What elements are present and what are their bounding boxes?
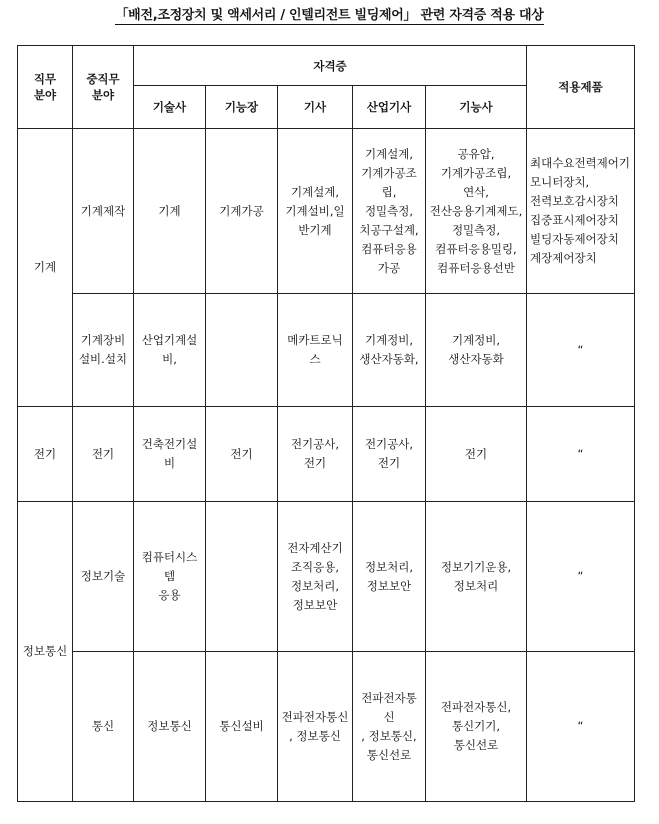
- engineer-cell: 전자계산기 조직응용, 정보처리, 정보보안: [278, 502, 353, 652]
- table-row: [18, 294, 635, 407]
- sub-field-cell: 정보기술: [73, 502, 134, 652]
- craftsman-cell: 전기: [426, 407, 527, 502]
- engineer-cell: 기계설계, 기계설비,일 반기계: [278, 129, 353, 294]
- header-job-field: 직무 분야: [18, 46, 73, 129]
- master-craftsman-cell: 통신설비: [206, 652, 278, 802]
- table-row: [18, 652, 635, 802]
- engineer-pe-cell: 컴퓨터시스템 응용: [134, 502, 206, 652]
- engineer-pe-cell: 산업기계설비,: [134, 294, 206, 407]
- group-info-comm: 정보통신: [18, 502, 73, 802]
- master-craftsman-cell: 전기: [206, 407, 278, 502]
- products-cell: 최대수요전력제어기 모니터장치, 전력보호감시장치 집중표시제어장치 빌딩자동제어장치 계장제어장치: [527, 129, 635, 294]
- master-craftsman-cell: 기계가공: [206, 129, 278, 294]
- sub-field-cell: 기계장비 설비.설치: [73, 294, 134, 407]
- products-cell: “: [527, 407, 635, 502]
- craftsman-cell: 정보기기운용, 정보처리: [426, 502, 527, 652]
- industrial-engineer-cell: 전기공사, 전기: [353, 407, 426, 502]
- products-cell: “: [527, 294, 635, 407]
- document-title: 「배전,조정장치 및 액세서리 / 인텔리전트 빌딩제어」 관련 자격증 적용 대상: [115, 8, 544, 23]
- table-row: [18, 129, 635, 294]
- header-applicable-products: 적용제품: [527, 46, 635, 129]
- craftsman-cell: 기계정비, 생산자동화: [426, 294, 527, 407]
- engineer-pe-cell: 정보통신: [134, 652, 206, 802]
- sub-field-cell: 통신: [73, 652, 134, 802]
- certificate-table: [17, 45, 635, 802]
- engineer-cell: 메카트로닉 스: [278, 294, 353, 407]
- sub-field-cell: 전기: [73, 407, 134, 502]
- engineer-cell: 전기공사, 전기: [278, 407, 353, 502]
- table-row: [18, 502, 635, 652]
- header-sub-field: 중직무 분야: [73, 46, 134, 129]
- header-industrial-engineer: 산업기사: [353, 86, 426, 129]
- engineer-pe-cell: 기계: [134, 129, 206, 294]
- industrial-engineer-cell: 기계설계, 기계가공조립, 정밀측정, 치공구설계, 컴퓨터응용 가공: [353, 129, 426, 294]
- header-craftsman: 기능사: [426, 86, 527, 129]
- header-engineer-pe: 기술사: [134, 86, 206, 129]
- engineer-pe-cell: 건축전기설 비: [134, 407, 206, 502]
- master-craftsman-cell: [206, 294, 278, 407]
- header-row-1: [18, 46, 635, 86]
- master-craftsman-cell: [206, 502, 278, 652]
- industrial-engineer-cell: 기계정비, 생산자동화,: [353, 294, 426, 407]
- group-electrical: 전기: [18, 407, 73, 502]
- industrial-engineer-cell: 전파전자통신 , 정보통신, 통신선로: [353, 652, 426, 802]
- group-mechanical: 기계: [18, 129, 73, 407]
- industrial-engineer-cell: 정보처리, 정보보안: [353, 502, 426, 652]
- craftsman-cell: 공유압, 기계가공조립, 연삭, 전산응용기계제도, 정밀측정, 컴퓨터응용밀링, 컴퓨터응용선반: [426, 129, 527, 294]
- craftsman-cell: 전파전자통신, 통신기기, 통신선로: [426, 652, 527, 802]
- products-cell: “: [527, 652, 635, 802]
- products-cell: “: [527, 502, 635, 652]
- table-row: [18, 407, 635, 502]
- header-master-craftsman: 기능장: [206, 86, 278, 129]
- sub-field-cell: 기계제작: [73, 129, 134, 294]
- engineer-cell: 전파전자통신 , 정보통신: [278, 652, 353, 802]
- header-certificates: 자격증: [134, 46, 527, 86]
- header-engineer: 기사: [278, 86, 353, 129]
